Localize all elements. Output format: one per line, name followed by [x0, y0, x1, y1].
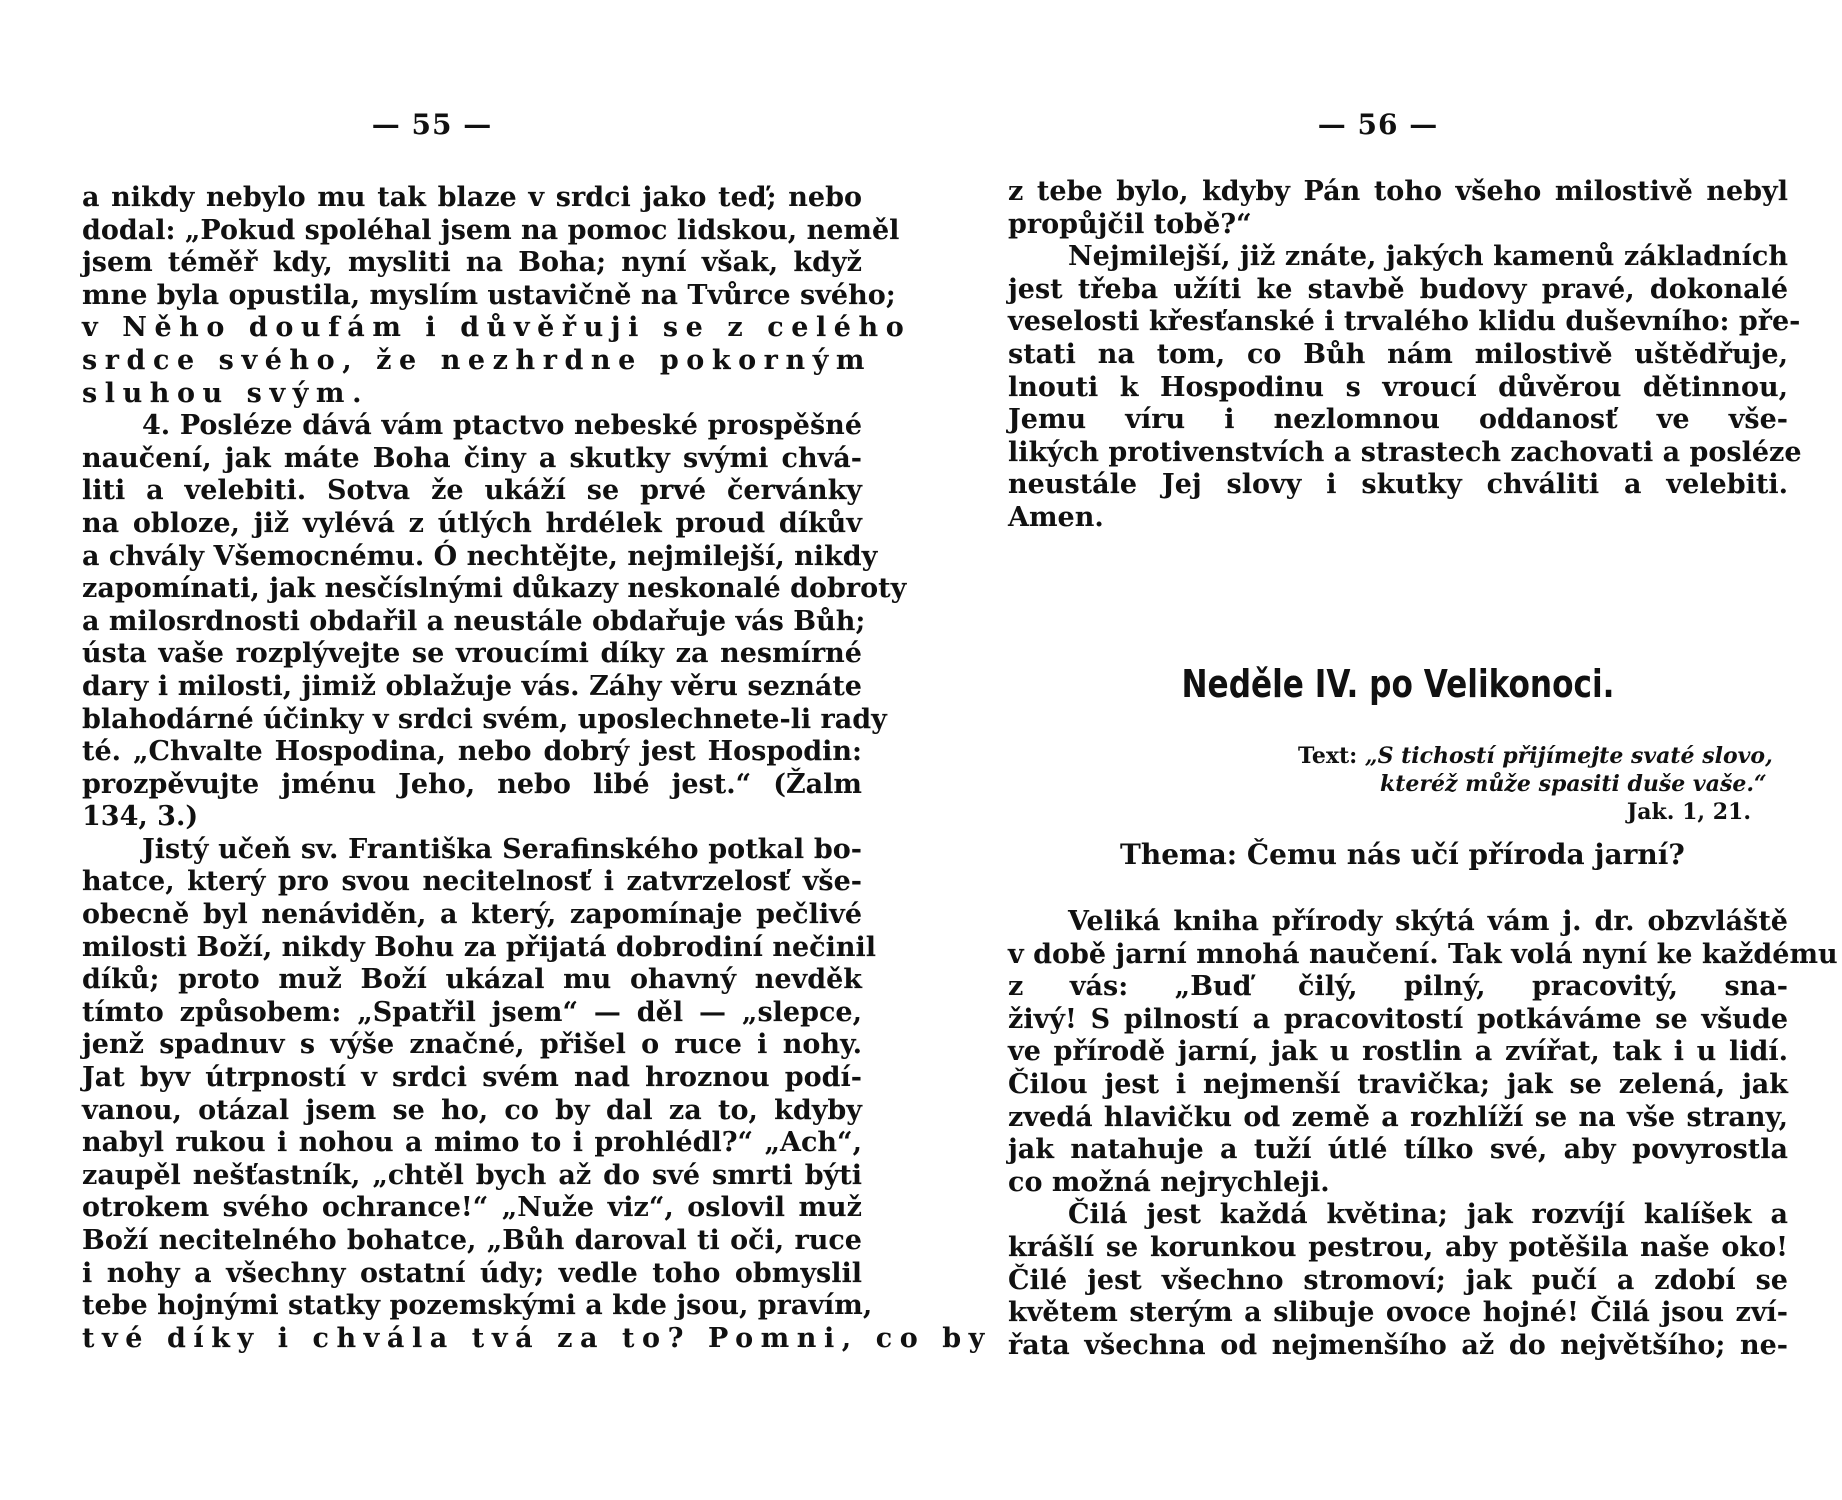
text-line: řata všechna od nejmenšího až do největšího; ne-	[1008, 1329, 1788, 1361]
text-line: jak natahuje a tuží útlé tílko své, aby povyrostla	[1008, 1134, 1788, 1166]
text-line: jsem téměř kdy, mysliti na Boha; nyní však, když	[82, 247, 862, 279]
text-line: propůjčil tobě?“	[1008, 208, 1252, 240]
section-title: Neděle IV. po Velikonoci.	[1181, 662, 1615, 706]
text-line: tebe hojnými statky pozemskými a kde jsou, pravím,	[82, 1290, 873, 1322]
text-line: blahodárné účinky v srdci svém, uposlechnete-li rady	[82, 703, 887, 735]
text-line: v době jarní mnohá naučení. Tak volá nyní ke každému	[1008, 938, 1838, 970]
text-line: na obloze, již vylévá z útlých hrdélek proud díkův	[82, 507, 862, 539]
text-line: Veliká kniha přírody skýtá vám j. dr. obzvláště	[1068, 906, 1788, 937]
text-line: té. „Chvalte Hospodina, nebo dobrý jest Hospodin:	[82, 736, 862, 768]
text-line: a nikdy nebylo mu tak blaze v srdci jako teď; nebo	[82, 182, 862, 213]
text-line: co možná nejrychleji.	[1008, 1166, 1330, 1198]
text-line: Jistý učeň sv. Františka Serafinského potkal bo-	[142, 833, 862, 865]
text-line: a chvály Všemocnému. Ó nechtějte, nejmilejší, nikdy	[82, 540, 878, 572]
text-line: vanou, otázal jsem se ho, co by dal za to, kdyby	[82, 1094, 862, 1126]
text-line: nabyl rukou i nohou a mimo to i prohlédl?“ „Ach“,	[82, 1127, 862, 1159]
text-line: krášlí se korunkou pestrou, aby potěšila naše oko!	[1008, 1231, 1788, 1263]
text-line: Amen.	[1008, 501, 1104, 533]
text-line: srdce svého, že nezhrdne pokorným	[82, 344, 873, 376]
text-line: sluhou svým.	[82, 377, 370, 409]
text-line: veselosti křesťanské i trvalého klidu duševního: pře-	[1008, 306, 1801, 338]
page-number: — 56 —	[1317, 108, 1439, 141]
text-line: milosti Boží, nikdy Bohu za přijatá dobrodiní nečinil	[82, 931, 876, 963]
text-quote-line-1: „S tichostí přijímejte svaté slovo,	[1364, 743, 1773, 769]
scripture-reference	[1298, 742, 1773, 826]
text-line: mne byla opustila, myslím ustavičně na Tvůrce svého;	[82, 279, 896, 311]
text-line: otrokem svého ochrance!“ „Nuže viz“, oslovil muž	[82, 1192, 862, 1224]
thema-heading: Thema: Čemu nás učí příroda jarní?	[1120, 838, 1685, 871]
text-line: a milosrdnosti obdařil a neustále obdařuje vás Bůh;	[82, 605, 866, 637]
text-source: Jak. 1, 21.	[1626, 799, 1751, 825]
text-line: liti a velebiti. Sotva že ukáží se prvé červánky	[82, 475, 862, 507]
text-line: obecně byl nenáviděn, a který, zapomínaje pečlivé	[82, 899, 862, 931]
text-column	[1008, 176, 1802, 535]
text-line: dary i milosti, jimiž oblažuje vás. Záhy věru seznáte	[82, 670, 862, 702]
text-line: z vás: „Buď čilý, pilný, pracovitý, sna-	[1008, 971, 1788, 1003]
text-line: Nejmilejší, již znáte, jakých kamenů základních	[1068, 241, 1788, 273]
text-line: díků; proto muž Boží ukázal mu ohavný nevděk	[82, 964, 862, 996]
text-quote-line-2: kteréž může spasiti duše vaše.“	[1380, 771, 1767, 797]
text-line: neustále Jej slovy i skutky chváliti a velebiti.	[1008, 469, 1788, 501]
text-column	[82, 182, 992, 1355]
text-line: stati na tom, co Bůh nám milostivě uštědřuje,	[1008, 338, 1788, 370]
text-line: z tebe bylo, kdyby Pán toho všeho milostivě nebyl	[1008, 176, 1788, 207]
text-line: 4. Posléze dává vám ptactvo nebeské prospěšné	[142, 410, 862, 442]
text-line: tvé díky i chvála tvá za to? Pomni, co by	[82, 1322, 992, 1354]
page-number: — 55 —	[371, 108, 493, 141]
text-line: Čilé jest všechno stromoví; jak pučí a zdobí se	[1008, 1264, 1788, 1296]
text-line: Boží necitelného bohatce, „Bůh daroval ti oči, ruce	[82, 1225, 862, 1256]
text-line: zvedá hlavičku od země a rozhlíží se na vše strany,	[1008, 1101, 1788, 1133]
text-line: hatce, který pro svou necitelnosť i zatvrzelosť vše-	[82, 866, 862, 898]
text-line: květem sterým a slibuje ovoce hojné! Čilá jsou zví-	[1008, 1297, 1788, 1329]
text-line: naučení, jak máte Boha činy a skutky svými chvá-	[82, 442, 862, 474]
text-line: Jemu víru i nezlomnou oddanosť ve vše-	[1008, 404, 1788, 436]
text-column-2	[1008, 906, 1838, 1362]
text-line: prozpěvujte jménu Jeho, nebo libé jest.“ (Žalm	[82, 768, 862, 800]
text-line: Jat byv útrpností v srdci svém nad hroznou podí-	[82, 1062, 862, 1094]
text-line: ústa vaše rozplývejte se vroucími díky za nesmírné	[82, 638, 862, 670]
text-line: zaupěl nešťastník, „chtěl bych až do své smrti býti	[82, 1159, 862, 1191]
text-line: Čilá jest každá květina; jak rozvíjí kalíšek a	[1068, 1199, 1788, 1231]
left-page	[82, 0, 992, 1500]
text-line: 134, 3.)	[82, 801, 199, 833]
text-line: tímto způsobem: „Spatřil jsem“ — děl — „slepce,	[82, 996, 862, 1028]
right-page	[1008, 0, 1838, 1500]
text-line: Čilou jest i nejmenší travička; jak se zelená, jak	[1008, 1068, 1788, 1100]
text-line: ve přírodě jarní, jak u rostlin a zvířat, tak i u lidí.	[1008, 1036, 1788, 1068]
text-line: zapomínati, jak nesčíslnými důkazy neskonalé dobroty	[82, 573, 907, 605]
text-line: jest třeba užíti ke stavbě budovy pravé, dokonalé	[1008, 273, 1788, 305]
text-line: likých protivenstvích a strastech zachovati a posléze	[1008, 436, 1802, 468]
text-label: Text:	[1298, 743, 1358, 769]
text-line: jenž spadnuv s výše značné, přišel o ruce i nohy.	[82, 1029, 862, 1061]
text-line: dodal: „Pokud spoléhal jsem na pomoc lidskou, neměl	[82, 214, 900, 246]
text-line: v Něho doufám i důvěřuji se z celého	[82, 312, 912, 344]
text-line: i nohy a všechny ostatní údy; vedle toho obmyslil	[82, 1257, 862, 1289]
text-line: živý! S pilností a pracovitostí potkáváme se všude	[1008, 1003, 1788, 1035]
text-line: lnouti k Hospodinu s vroucí důvěrou dětinnou,	[1008, 371, 1788, 403]
